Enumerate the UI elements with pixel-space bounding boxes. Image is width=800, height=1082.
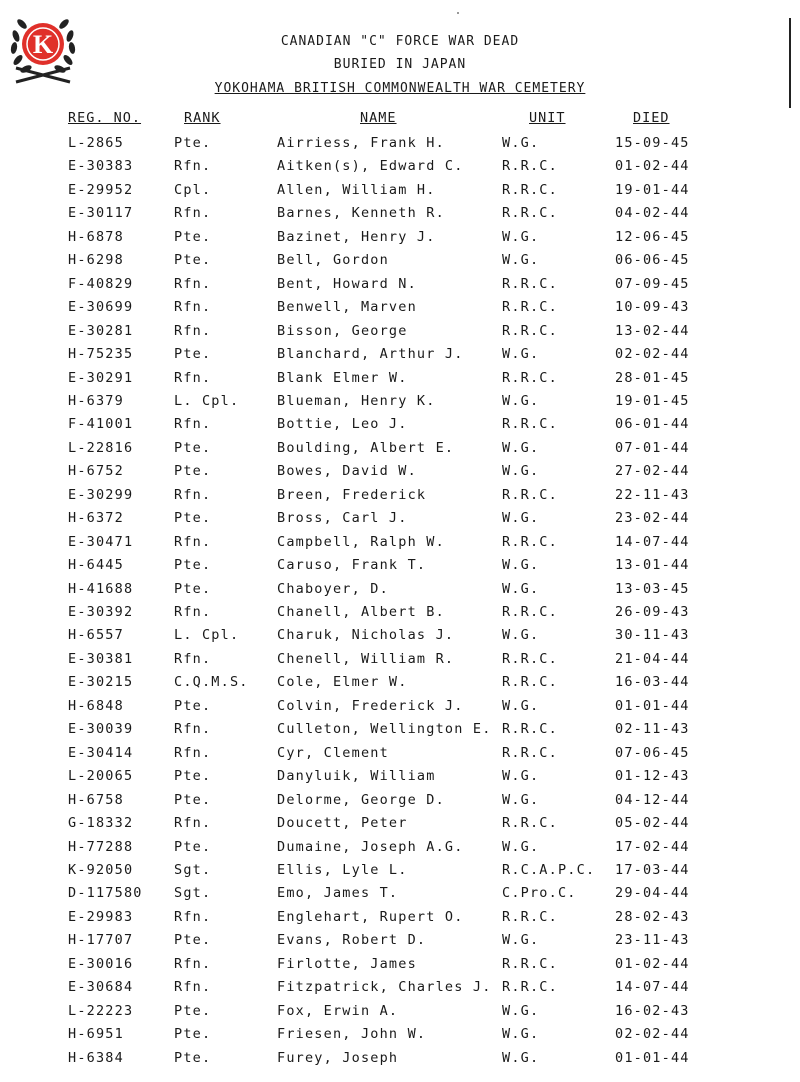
table-row	[0, 205, 800, 228]
cell-rank: Pte.	[174, 1026, 212, 1043]
table-row	[0, 416, 800, 439]
cell-rank: Rfn.	[174, 158, 212, 175]
cell-rank: Rfn.	[174, 955, 212, 972]
cell-name: Blanchard, Arthur J.	[277, 346, 464, 363]
cell-died: 07-09-45	[615, 275, 690, 292]
cell-reg-no: K-92050	[68, 861, 134, 878]
title-line-3: YOKOHAMA BRITISH COMMONWEALTH WAR CEMETERY	[214, 81, 586, 96]
cell-rank: C.Q.M.S.	[174, 674, 249, 691]
cell-unit: R.R.C.	[502, 744, 558, 761]
table-row	[0, 1003, 800, 1026]
cell-died: 14-07-44	[615, 533, 690, 550]
cell-name: Emo, James T.	[277, 885, 399, 902]
cell-unit: R.R.C.	[502, 416, 558, 433]
cell-name: Ellis, Lyle L.	[277, 861, 408, 878]
cell-name: Bross, Carl J.	[277, 510, 408, 527]
cell-unit: W.G.	[502, 580, 540, 597]
cell-name: Bisson, George	[277, 322, 408, 339]
title-line-1: CANADIAN "C" FORCE WAR DEAD	[280, 34, 520, 49]
table-row	[0, 885, 800, 908]
table-row	[0, 674, 800, 697]
column-header-died: DIED	[633, 110, 670, 126]
cell-name: Englehart, Rupert O.	[277, 908, 464, 925]
cell-name: Friesen, John W.	[277, 1026, 427, 1043]
column-header-name: NAME	[360, 110, 397, 126]
cell-unit: C.Pro.C.	[502, 885, 577, 902]
cell-died: 01-12-43	[615, 768, 690, 785]
cell-rank: Pte.	[174, 791, 212, 808]
cell-unit: W.G.	[502, 252, 540, 269]
cell-rank: Pte.	[174, 932, 212, 949]
cell-unit: R.R.C.	[502, 181, 558, 198]
cell-died: 17-02-44	[615, 838, 690, 855]
cell-name: Chanell, Albert B.	[277, 604, 445, 620]
column-header-unit: UNIT	[529, 110, 566, 126]
cell-reg-no: E-30039	[68, 721, 134, 738]
cell-reg-no: H-6379	[68, 392, 124, 409]
cell-died: 30-11-43	[615, 627, 690, 644]
cell-name: Chaboyer, D.	[277, 580, 389, 597]
column-header-rank: RANK	[184, 110, 221, 126]
margin-mark	[789, 18, 791, 108]
cell-died: 01-02-44	[615, 158, 690, 175]
cell-reg-no: E-30383	[68, 158, 134, 175]
cell-rank: Rfn.	[174, 721, 212, 738]
table-row	[0, 698, 800, 721]
cell-name: Campbell, Ralph W.	[277, 533, 445, 550]
cell-died: 29-04-44	[615, 885, 690, 902]
cell-reg-no: E-30699	[68, 299, 134, 316]
table-row	[0, 1026, 800, 1049]
cell-died: 04-12-44	[615, 791, 690, 808]
cell-unit: W.G.	[502, 768, 540, 785]
table-row	[0, 487, 800, 510]
cell-unit: R.R.C.	[502, 721, 558, 738]
cell-unit: R.C.A.P.C.	[502, 861, 596, 878]
cell-unit: R.R.C.	[502, 674, 558, 691]
cell-rank: Pte.	[174, 510, 212, 527]
cell-reg-no: E-29983	[68, 908, 134, 925]
table-row	[0, 370, 800, 393]
cell-name: Doucett, Peter	[277, 815, 408, 832]
cell-name: Blank Elmer W.	[277, 369, 408, 386]
cell-rank: Pte.	[174, 838, 212, 855]
cell-reg-no: H-6848	[68, 697, 124, 714]
column-header-reg-no: REG. NO.	[68, 110, 142, 126]
cell-name: Bent, Howard N.	[277, 275, 417, 292]
cell-name: Chenell, William R.	[277, 650, 455, 667]
cell-unit: W.G.	[502, 346, 540, 363]
cell-name: Bottie, Leo J.	[277, 416, 408, 433]
cell-rank: Rfn.	[174, 275, 212, 292]
cell-name: Fox, Erwin A.	[277, 1002, 399, 1019]
cell-reg-no: H-41688	[68, 580, 134, 597]
cell-rank: Rfn.	[174, 322, 212, 339]
cell-reg-no: E-30471	[68, 533, 134, 550]
cell-rank: Rfn.	[174, 416, 212, 433]
cell-name: Airriess, Frank H.	[277, 135, 445, 151]
cell-reg-no: E-30684	[68, 979, 134, 996]
table-row	[0, 604, 800, 627]
cell-reg-no: E-30215	[68, 674, 134, 691]
cell-rank: L. Cpl.	[174, 392, 240, 409]
cell-died: 23-02-44	[615, 510, 690, 527]
cell-reg-no: H-6758	[68, 791, 124, 808]
table-row	[0, 1050, 800, 1073]
cell-unit: W.G.	[502, 1049, 540, 1066]
table-row	[0, 581, 800, 604]
logo-letter: K	[32, 30, 54, 59]
cell-died: 02-02-44	[615, 346, 690, 363]
cell-name: Culleton, Wellington E.	[277, 721, 492, 738]
cell-name: Firlotte, James	[277, 955, 417, 972]
cell-died: 14-07-44	[615, 979, 690, 996]
cell-rank: Rfn.	[174, 205, 212, 222]
cell-rank: Pte.	[174, 439, 212, 456]
cell-died: 02-02-44	[615, 1026, 690, 1043]
cell-unit: W.G.	[502, 1026, 540, 1043]
cell-died: 01-02-44	[615, 955, 690, 972]
cell-rank: Pte.	[174, 557, 212, 574]
cell-rank: Rfn.	[174, 815, 212, 832]
cell-died: 06-01-44	[615, 416, 690, 433]
cell-name: Aitken(s), Edward C.	[277, 158, 464, 175]
cell-unit: R.R.C.	[502, 604, 558, 620]
cell-died: 27-02-44	[615, 463, 690, 480]
cell-unit: W.G.	[502, 791, 540, 808]
cell-rank: Rfn.	[174, 604, 212, 620]
cell-rank: Rfn.	[174, 650, 212, 667]
cell-died: 04-02-44	[615, 205, 690, 222]
cell-rank: Rfn.	[174, 369, 212, 386]
table-row	[0, 557, 800, 580]
cell-died: 19-01-44	[615, 181, 690, 198]
cell-name: Cyr, Clement	[277, 744, 389, 761]
cell-unit: W.G.	[502, 627, 540, 644]
cell-unit: W.G.	[502, 557, 540, 574]
cell-name: Bazinet, Henry J.	[277, 228, 436, 245]
table-row	[0, 745, 800, 768]
table-row	[0, 229, 800, 252]
cell-reg-no: H-6298	[68, 252, 124, 269]
cell-rank: Pte.	[174, 228, 212, 245]
cell-unit: W.G.	[502, 439, 540, 456]
table-row	[0, 323, 800, 346]
cell-reg-no: G-18332	[68, 815, 134, 832]
table-row	[0, 721, 800, 744]
table-row	[0, 299, 800, 322]
cell-died: 13-03-45	[615, 580, 690, 597]
cell-reg-no: D-117580	[68, 885, 143, 902]
cell-reg-no: H-6951	[68, 1026, 124, 1043]
cell-reg-no: H-75235	[68, 346, 134, 363]
cell-unit: W.G.	[502, 392, 540, 409]
cell-reg-no: H-6752	[68, 463, 124, 480]
cell-reg-no: E-30291	[68, 369, 134, 386]
cell-died: 22-11-43	[615, 486, 690, 503]
cell-died: 05-02-44	[615, 815, 690, 832]
cell-reg-no: F-40829	[68, 275, 134, 292]
cell-name: Colvin, Frederick J.	[277, 697, 464, 714]
cell-reg-no: H-17707	[68, 932, 134, 949]
cell-unit: R.R.C.	[502, 979, 558, 996]
cell-name: Allen, William H.	[277, 181, 436, 198]
speck	[457, 12, 459, 14]
cell-name: Charuk, Nicholas J.	[277, 627, 455, 644]
cell-died: 13-02-44	[615, 322, 690, 339]
cell-name: Bowes, David W.	[277, 463, 417, 480]
table-row	[0, 768, 800, 791]
table-row	[0, 815, 800, 838]
cell-unit: W.G.	[502, 838, 540, 855]
cell-name: Fitzpatrick, Charles J.	[277, 979, 492, 996]
cell-died: 01-01-44	[615, 1049, 690, 1066]
cell-unit: R.R.C.	[502, 205, 558, 222]
cell-reg-no: H-6372	[68, 510, 124, 527]
cell-died: 12-06-45	[615, 228, 690, 245]
cell-rank: Pte.	[174, 768, 212, 785]
cell-rank: Rfn.	[174, 744, 212, 761]
cell-died: 21-04-44	[615, 650, 690, 667]
table-row	[0, 909, 800, 932]
cell-unit: R.R.C.	[502, 533, 558, 550]
cell-unit: W.G.	[502, 697, 540, 714]
table-row	[0, 252, 800, 275]
cell-name: Benwell, Marven	[277, 299, 417, 316]
cell-rank: Pte.	[174, 346, 212, 363]
cell-unit: R.R.C.	[502, 158, 558, 175]
cell-name: Caruso, Frank T.	[277, 557, 427, 574]
cell-reg-no: E-30392	[68, 604, 134, 620]
cell-unit: R.R.C.	[502, 275, 558, 292]
cell-reg-no: E-30299	[68, 486, 134, 503]
table-row	[0, 932, 800, 955]
cell-died: 15-09-45	[615, 135, 690, 151]
cell-unit: W.G.	[502, 135, 540, 151]
cell-name: Breen, Frederick	[277, 486, 427, 503]
cell-name: Furey, Joseph	[277, 1049, 399, 1066]
cell-reg-no: E-30414	[68, 744, 134, 761]
cell-reg-no: H-6557	[68, 627, 124, 644]
table-row	[0, 182, 800, 205]
cell-died: 28-02-43	[615, 908, 690, 925]
cell-name: Evans, Robert D.	[277, 932, 427, 949]
cell-unit: R.R.C.	[502, 299, 558, 316]
cell-rank: Rfn.	[174, 299, 212, 316]
table-row	[0, 510, 800, 533]
cell-rank: Pte.	[174, 697, 212, 714]
cell-died: 16-02-43	[615, 1002, 690, 1019]
cell-reg-no: L-22816	[68, 439, 134, 456]
table-row	[0, 651, 800, 674]
cell-reg-no: H-6384	[68, 1049, 124, 1066]
cell-rank: Rfn.	[174, 486, 212, 503]
cell-unit: W.G.	[502, 1002, 540, 1019]
cell-reg-no: L-22223	[68, 1002, 134, 1019]
cell-reg-no: H-77288	[68, 838, 134, 855]
cell-reg-no: E-30381	[68, 650, 134, 667]
cell-unit: R.R.C.	[502, 908, 558, 925]
cell-name: Danyluik, William	[277, 768, 436, 785]
table-row	[0, 346, 800, 369]
cell-rank: Sgt.	[174, 885, 212, 902]
cell-died: 23-11-43	[615, 932, 690, 949]
table-row	[0, 862, 800, 885]
cell-rank: Sgt.	[174, 861, 212, 878]
cell-unit: R.R.C.	[502, 955, 558, 972]
table-row	[0, 534, 800, 557]
cell-rank: Rfn.	[174, 979, 212, 996]
cell-unit: R.R.C.	[502, 650, 558, 667]
table-row	[0, 956, 800, 979]
cell-unit: R.R.C.	[502, 815, 558, 832]
table-row	[0, 979, 800, 1002]
cell-rank: Rfn.	[174, 533, 212, 550]
cell-reg-no: E-30117	[68, 205, 134, 222]
wreath-k-emblem-icon	[8, 6, 78, 86]
table-row	[0, 463, 800, 486]
table-row	[0, 276, 800, 299]
cell-unit: R.R.C.	[502, 369, 558, 386]
cell-unit: W.G.	[502, 510, 540, 527]
cell-reg-no: E-30016	[68, 955, 134, 972]
cell-name: Cole, Elmer W.	[277, 674, 408, 691]
cell-died: 07-06-45	[615, 744, 690, 761]
cell-reg-no: E-30281	[68, 322, 134, 339]
cell-name: Boulding, Albert E.	[277, 439, 455, 456]
cell-died: 28-01-45	[615, 369, 690, 386]
table-row	[0, 839, 800, 862]
cell-rank: Pte.	[174, 580, 212, 597]
cell-rank: Rfn.	[174, 908, 212, 925]
cell-died: 16-03-44	[615, 674, 690, 691]
cell-name: Dumaine, Joseph A.G.	[277, 838, 464, 855]
table-row	[0, 792, 800, 815]
cell-reg-no: L-20065	[68, 768, 134, 785]
cell-name: Blueman, Henry K.	[277, 392, 436, 409]
title-line-2: BURIED IN JAPAN	[333, 57, 467, 72]
cell-died: 02-11-43	[615, 721, 690, 738]
cell-died: 06-06-45	[615, 252, 690, 269]
cell-rank: Pte.	[174, 135, 212, 151]
cell-reg-no: H-6878	[68, 228, 124, 245]
cell-reg-no: E-29952	[68, 181, 134, 198]
table-row	[0, 158, 800, 181]
cell-unit: W.G.	[502, 463, 540, 480]
table-row	[0, 440, 800, 463]
table-row	[0, 135, 800, 158]
cell-rank: L. Cpl.	[174, 627, 240, 644]
cell-unit: W.G.	[502, 932, 540, 949]
cell-name: Barnes, Kenneth R.	[277, 205, 445, 222]
cell-died: 19-01-45	[615, 392, 690, 409]
cell-reg-no: F-41001	[68, 416, 134, 433]
cell-died: 17-03-44	[615, 861, 690, 878]
cell-reg-no: L-2865	[68, 135, 124, 151]
cell-rank: Pte.	[174, 1002, 212, 1019]
cell-rank: Pte.	[174, 252, 212, 269]
cell-died: 10-09-43	[615, 299, 690, 316]
cell-rank: Pte.	[174, 463, 212, 480]
table-row	[0, 627, 800, 650]
cell-rank: Cpl.	[174, 181, 212, 198]
cell-name: Delorme, George D.	[277, 791, 445, 808]
cell-unit: R.R.C.	[502, 486, 558, 503]
cell-unit: R.R.C.	[502, 322, 558, 339]
cell-name: Bell, Gordon	[277, 252, 389, 269]
cell-died: 13-01-44	[615, 557, 690, 574]
cell-died: 01-01-44	[615, 697, 690, 714]
cell-rank: Pte.	[174, 1049, 212, 1066]
cell-unit: W.G.	[502, 228, 540, 245]
table-row	[0, 393, 800, 416]
cell-reg-no: H-6445	[68, 557, 124, 574]
cell-died: 26-09-43	[615, 604, 690, 620]
cell-died: 07-01-44	[615, 439, 690, 456]
